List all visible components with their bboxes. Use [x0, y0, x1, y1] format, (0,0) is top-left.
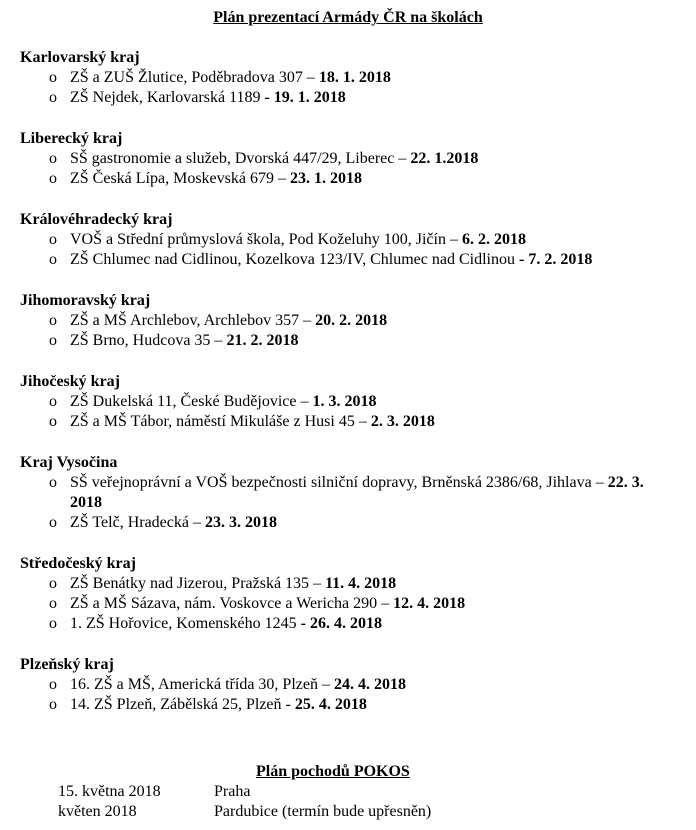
item-text — [70, 675, 674, 695]
presentation-date: 22. 3. 2018 — [70, 474, 644, 511]
school-address: ZŠ Telč, Hradecká – — [70, 514, 205, 531]
school-address: VOŠ a Střední průmyslová škola, Pod Koželuhy 100, Jičín – — [70, 231, 462, 248]
region-heading: Kraj Vysočina — [20, 454, 118, 471]
presentation-date: 25. 4. 2018 — [294, 696, 367, 713]
region-heading: Plzeňský kraj — [20, 656, 114, 673]
bullet-icon: o — [49, 595, 57, 612]
presentation-date: 23. 3. 2018 — [204, 514, 277, 531]
school-address: ZŠ Česká Lípa, Moskevská 679 – — [70, 170, 290, 187]
presentation-date: 20. 2. 2018 — [315, 312, 388, 329]
item-text — [70, 614, 674, 634]
school-address: ZŠ a MŠ Archlebov, Archlebov 357 – — [70, 312, 316, 329]
bullet-icon: o — [49, 312, 57, 329]
region-heading: Jihomoravský kraj — [20, 292, 151, 309]
item-text — [70, 169, 674, 189]
pokos-place: Praha — [214, 783, 251, 800]
bullet-icon: o — [49, 393, 57, 410]
presentation-date: - 19. 1. 2018 — [264, 89, 346, 106]
item-text — [70, 392, 674, 412]
item-text — [70, 88, 674, 108]
item-text — [70, 594, 674, 614]
presentation-date: 12. 4. 2018 — [393, 595, 466, 612]
item-text — [70, 230, 674, 250]
bullet-icon: o — [49, 332, 57, 349]
bullet-icon: o — [49, 170, 57, 187]
presentation-date: 21. 2. 2018 — [226, 332, 299, 349]
region-heading: Středočeský kraj — [20, 555, 136, 572]
presentation-date: 1. 3. 2018 — [312, 393, 377, 410]
school-address: ZŠ a MŠ Tábor, náměstí Mikuláše z Husi 45 – — [70, 413, 371, 430]
presentation-date: - 26. 4. 2018 — [300, 615, 382, 632]
item-text — [70, 311, 674, 331]
region-heading: Liberecký kraj — [20, 130, 123, 147]
item-text — [70, 412, 674, 432]
school-address: ZŠ Brno, Hudcova 35 – — [70, 332, 227, 349]
bullet-icon: o — [49, 150, 57, 167]
item-text — [70, 513, 674, 533]
region-heading: Královéhradecký kraj — [20, 211, 173, 228]
pokos-date: 15. května 2018 — [58, 783, 161, 800]
bullet-icon: o — [49, 251, 57, 268]
school-address: ZŠ a ZUŠ Žlutice, Poděbradova 307 – — [70, 69, 319, 86]
pokos-date: květen 2018 — [58, 803, 137, 820]
school-address: ZŠ Nejdek, Karlovarská 1189 — [70, 89, 265, 106]
item-text — [70, 149, 674, 169]
bullet-icon: o — [49, 514, 57, 531]
bullet-icon: o — [49, 69, 57, 86]
school-address: ZŠ a MŠ Sázava, nám. Voskovce a Wericha 290 – — [70, 595, 394, 612]
school-address: 16. ZŠ a MŠ, Americká třída 30, Plzeň – — [70, 676, 334, 693]
presentation-date: 18. 1. 2018 — [318, 69, 391, 86]
item-text — [70, 473, 674, 513]
school-address: 1. ZŠ Hořovice, Komenského 1245 — [70, 615, 301, 632]
school-address: ZŠ Dukelská 11, České Budějovice – — [70, 393, 313, 410]
pokos-place: Pardubice (termín bude upřesněn) — [214, 803, 432, 820]
bullet-icon: o — [49, 575, 57, 592]
region-heading: Karlovarský kraj — [20, 49, 140, 66]
item-text — [70, 68, 674, 88]
presentation-date: 2. 3. 2018 — [370, 413, 435, 430]
presentation-date: 6. 2. 2018 — [461, 231, 526, 248]
bullet-icon: o — [49, 615, 57, 632]
school-address: ZŠ Benátky nad Jizerou, Pražská 135 – — [70, 575, 326, 592]
bullet-icon: o — [49, 474, 57, 491]
bullet-icon: o — [49, 89, 57, 106]
item-text — [70, 331, 674, 351]
bullet-icon: o — [49, 676, 57, 693]
item-text — [70, 250, 674, 270]
presentation-date: 24. 4. 2018 — [333, 676, 406, 693]
bullet-icon: o — [49, 413, 57, 430]
school-address: ZŠ Chlumec nad Cidlinou, Kozelkova 123/IV, Chlumec nad Cidlinou — [70, 251, 519, 268]
presentation-date: - 7. 2. 2018 — [519, 251, 593, 268]
presentation-date: 23. 1. 2018 — [289, 170, 362, 187]
pokos-title: Plán pochodů POKOS — [256, 763, 410, 780]
presentation-date: 11. 4. 2018 — [325, 575, 397, 592]
presentation-date: 22. 1.2018 — [410, 150, 479, 167]
school-address: SŠ gastronomie a služeb, Dvorská 447/29, Liberec – — [70, 150, 411, 167]
page-title: Plán prezentací Armády ČR na školách — [213, 9, 483, 26]
school-address: 14. ZŠ Plzeň, Zábělská 25, Plzeň - — [70, 696, 295, 713]
bullet-icon: o — [49, 231, 57, 248]
bullet-icon: o — [49, 696, 57, 713]
region-heading: Jihočeský kraj — [20, 373, 120, 390]
school-address: SŠ veřejnoprávní a VOŠ bezpečnosti silniční dopravy, Brněnská 2386/68, Jihlava – — [70, 474, 608, 491]
item-text — [70, 695, 674, 715]
item-text — [70, 574, 674, 594]
